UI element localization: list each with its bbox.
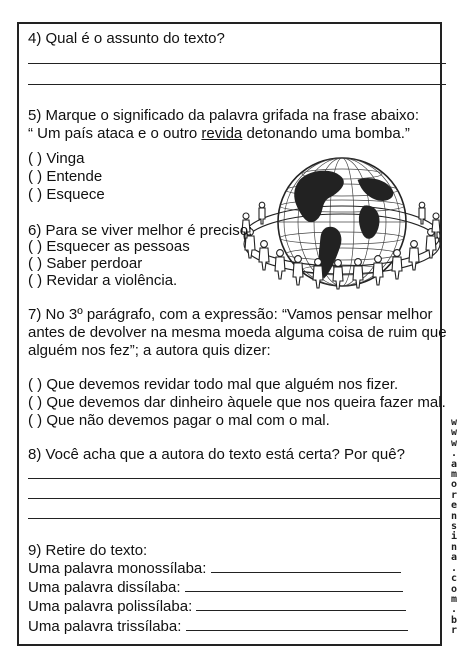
- q9-prompt: 9) Retire do texto:: [28, 542, 148, 559]
- q7-option-nao-pagar[interactable]: ( ) Que não devemos pagar o mal com o mal.: [28, 412, 330, 429]
- q5-prompt: 5) Marque o significado da palavra grifada na frase abaixo:: [28, 107, 420, 124]
- watermark-char: r: [450, 625, 458, 637]
- q8-answer-line-1[interactable]: [28, 478, 440, 479]
- q9-item-monossilaba: [28, 560, 401, 578]
- watermark-char: n: [450, 541, 458, 553]
- q9-answer-blank[interactable]: [196, 598, 406, 611]
- watermark-char: s: [450, 521, 458, 533]
- q7-option-revidar[interactable]: ( ) Que devemos revidar todo mal que alguém nos fizer.: [28, 376, 399, 393]
- q4-answer-line-1[interactable]: [28, 63, 446, 64]
- q7-line-2: antes de devolver na mesma moeda alguma coisa de ruim que: [28, 324, 447, 341]
- watermark-char: a: [450, 552, 458, 564]
- watermark-char: .: [450, 448, 458, 460]
- watermark-char: i: [450, 531, 458, 543]
- q6-prompt: 6) Para se viver melhor é preciso:: [28, 222, 253, 239]
- q9-item-label: Uma palavra dissílaba:: [28, 579, 181, 596]
- q5-option-vinga[interactable]: ( ) Vinga: [28, 150, 85, 167]
- watermark-char: n: [450, 510, 458, 522]
- q8-prompt: 8) Você acha que a autora do texto está certa? Por quê?: [28, 446, 405, 463]
- q9-item-label: Uma palavra trissílaba:: [28, 618, 182, 635]
- watermark-char: c: [450, 573, 458, 585]
- q4-answer-line-2[interactable]: [28, 84, 446, 85]
- q5-option-entende[interactable]: ( ) Entende: [28, 168, 103, 185]
- watermark-char: m: [450, 593, 458, 605]
- q5-option-esquece[interactable]: ( ) Esquece: [28, 186, 105, 203]
- q9-answer-blank[interactable]: [185, 579, 403, 592]
- q8-answer-line-3[interactable]: [28, 518, 440, 519]
- q9-item-label: Uma palavra monossílaba:: [28, 560, 207, 577]
- watermark-char: r: [450, 489, 458, 501]
- q8-answer-line-2[interactable]: [28, 498, 440, 499]
- q6-option-revidar[interactable]: ( ) Revidar a violência.: [28, 272, 178, 289]
- watermark-char: .: [450, 562, 458, 574]
- q6-option-perdoar[interactable]: ( ) Saber perdoar: [28, 255, 143, 272]
- q7-option-dinheiro[interactable]: ( ) Que devemos dar dinheiro àquele que nos queira fazer mal.: [28, 394, 446, 411]
- q4-prompt: 4) Qual é o assunto do texto?: [28, 30, 225, 47]
- q9-item-trissilaba: [28, 618, 408, 636]
- watermark-char: m: [450, 469, 458, 481]
- watermark-vertical: [446, 418, 462, 637]
- watermark-char: o: [450, 583, 458, 595]
- watermark-char: w: [450, 427, 458, 439]
- q5-quote-start: “ Um país ataca e o outro: [28, 125, 202, 142]
- q9-answer-blank[interactable]: [186, 618, 408, 631]
- watermark-char: w: [450, 437, 458, 449]
- watermark-char: w: [450, 417, 458, 428]
- q9-item-dissilaba: [28, 579, 403, 597]
- watermark-char: .: [450, 604, 458, 616]
- q9-item-polissilaba: [28, 598, 406, 616]
- q6-option-esquecer[interactable]: ( ) Esquecer as pessoas: [28, 238, 190, 255]
- q7-line-3: alguém nos fez”; a autora quis dizer:: [28, 342, 271, 359]
- q5-quote: [28, 125, 410, 143]
- watermark-char: e: [450, 500, 458, 512]
- q9-answer-blank[interactable]: [211, 560, 401, 573]
- q7-line-1: 7) No 3º parágrafo, com a expressão: “Vamos pensar melhor: [28, 306, 433, 323]
- q5-underlined-word: revida: [201, 125, 243, 142]
- watermark-char: a: [450, 458, 458, 470]
- watermark-char: b: [450, 614, 458, 626]
- q5-quote-end: detonando uma bomba.”: [242, 125, 410, 142]
- watermark-char: o: [450, 479, 458, 491]
- q9-item-label: Uma palavra polissílaba:: [28, 598, 193, 615]
- globe-with-people-ring-icon: [240, 150, 445, 300]
